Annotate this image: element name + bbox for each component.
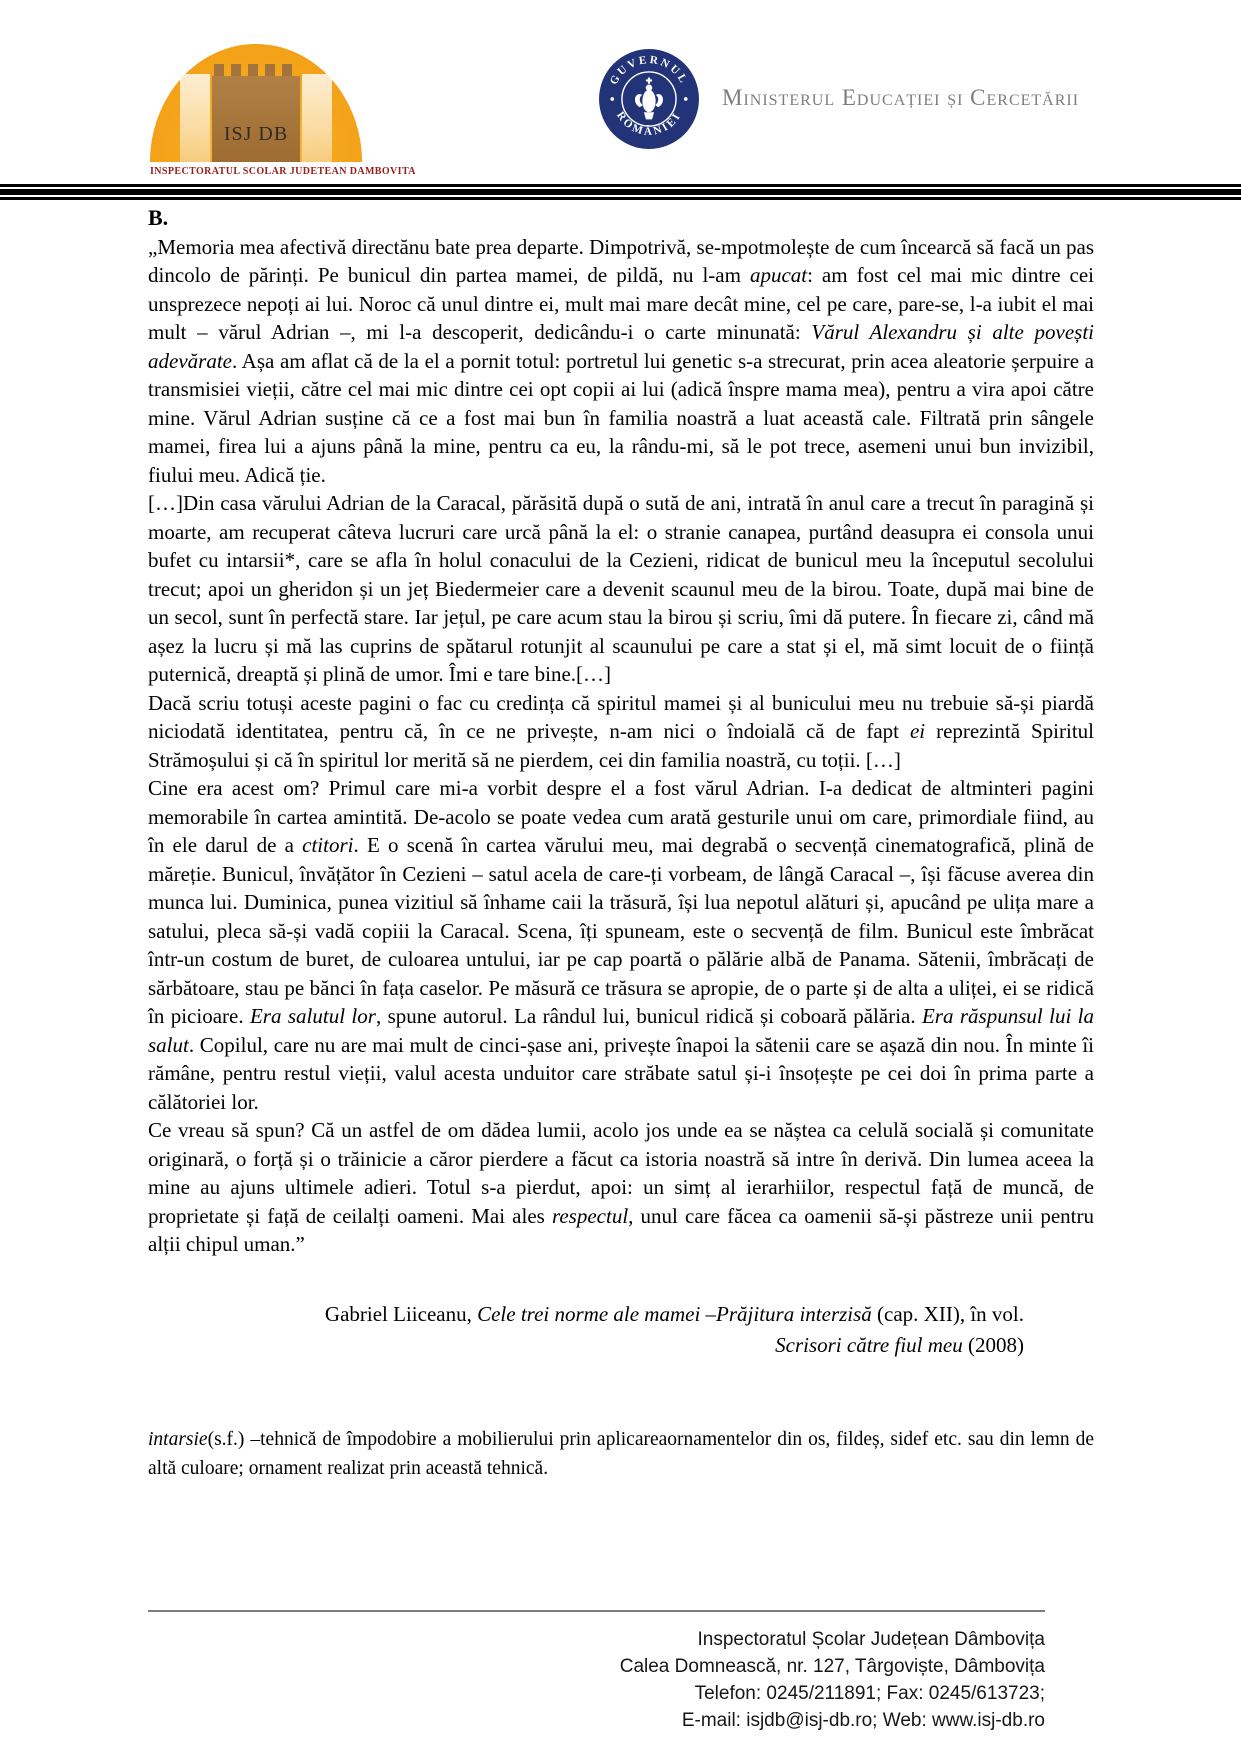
footnote: intarsie(s.f.) –tehnică de împodobire a mobilierului prin aplicareaornamentelor din os, fildeș, sidef etc. sau din lemn de altă culoare; ornament realizat prin această tehnică. [148,1428,1094,1479]
body-paragraph: Cine era acest om? Primul care mi-a vorbit despre el a fost vărul Adrian. I-a dedicat de altminteri pagini memorabile în cartea amintită. De-acolo se poate vedea cum arată gesturile unui om care, primordiale fiind, au în ele darul de a ctitori. E o scenă în cartea vărului meu, mai degrabă o secvență cinematografică, plină de măreție. Bunicul, învățător în Cezieni – satul acela de care-ți vorbeam, de lângă Caracal –, își făcuse averea din munca lui. Duminica, punea vizitiul să înhame caii la trăsură, își lua nepotul alături și, apucând pe ulița mare a satului, pleca să-și vadă copiii la Caracal. Scena, îți spuneam, este o secvență de film. Bunicul este îmbrăcat într-un costum de buret, de culoarea untului, iar pe cap poartă o pălărie albă de Panama. Sătenii, îmbrăcați de sărbătoare, stau pe bănci în fața caselor. Pe măsură ce trăsura se apropie, de o parte și de alta a uliței, ei se ridică în picioare. Era salutul lor, spune autorul. La rândul lui, bunicul ridică și coboară pălăria. Era răspunsul lui la salut. Copilul, care nu are mai mult de cinci-șase ani, privește înapoi la sătenii care se așază din nou. În minte îi rămâne, pentru restul vieții, valul acesta unduitor care străbate satul și-i însoțește pe cei doi în prima parte a călătoriei lor. [148,776,1095,1114]
footer-line: Telefon: 0245/211891; Fax: 0245/613723; [694,1683,1045,1704]
isj-caption: INSPECTORATUL SCOLAR JUDETEAN DAMBOVITA [150,166,416,177]
isj-pillar-right [302,74,332,162]
body-paragraph: „Memoria mea afectivă directănu bate prea departe. Dimpotrivă, se-mpotmolește de cum încearcă să facă un pas dincolo de părinți. Pe bunicul din partea mamei, de pildă, nu l-am apucat: am fost cel mai mic dintre cei unsprezece nepoți ai lui. Noroc că unul dintre ei, mult mai mare decât mine, cel pe care, pare-se, l-a iubit el mai mult – vărul Adrian –, mi l-a descoperit, dedicându-i o carte minunată: Vărul Alexandru și alte povești adevărate. Așa am aflat că de la el a pornit totul: portretul lui genetic s-a strecurat, prin acea aleatorie șerpuire a transmisiei vieții, către cel mai mic dintre cei opt copii ai lui (adică înspre mama mea), pentru a vira apoi către mine. Vărul Adrian susține că ce a fost mai bun în familia noastră a luat această cale. Filtrată prin sângele mamei, firea lui a ajuns până la mine, pentru ca eu, la rându-mi, să le pot trece, asemeni unui bun invizibil, fiului meu. Adică ție. [148,234,1094,487]
footer-line: E-mail: isjdb@isj-db.ro; Web: www.isj-db.ro [681,1710,1045,1731]
body-paragraph: Ce vreau să spun? Că un astfel de om dădea lumii, acolo jos unde ea se năștea ca celulă socială și comunitate originară, o forță și o trăinicie a căror pierdere a făcut ca istoria noastră să intre în derivă. Din lumea aceea la mine au ajuns ultimele adieri. Totul s-a pierdut, apoi: un simț al ierarhiilor, respectul față de muncă, de proprietate și față de ceilalți oameni. Mai ales respectul, unul care făcea ca oamenii să-și păstreze unii pentru alții chipul uman.” [148,1118,1095,1256]
document-body [148,204,1094,1483]
isj-tower-icon [212,76,300,162]
footer-line: Calea Domnească, nr. 127, Târgoviște, Dâmbovița [619,1656,1045,1677]
footer-rule [148,1610,1045,1612]
ministry-title: Ministerul Educației și Cercetării [722,85,1080,110]
footer-line: Inspectoratul Școlar Județean Dâmbovița [697,1629,1045,1650]
footer-address [148,1626,1045,1734]
isj-db-logo [150,44,416,177]
attribution-line-2: Scrisori către fiul meu (2008) [775,1332,1024,1357]
seal-top-text: GUVERNUL [607,54,691,87]
header-separator [0,184,1241,200]
body-paragraph: Dacă scriu totuși aceste pagini o fac cu credința că spiritul mamei și al bunicului meu nu trebuie să-și piardă niciodată identitatea, pentru că, în ce ne privește, n-am nici o îndoială că de fapt ei reprezintă Spiritul Strămoșului și că în spiritul lor merită să ne pierdem, cei din familia noastră, cu toții. […] [148,690,1094,772]
isj-acronym: ISJ DB [223,123,289,145]
guvernul-romaniei-seal-icon [598,48,700,150]
quote-text [148,233,1094,1259]
section-label: B. [148,205,169,230]
isj-dome-icon [150,44,362,162]
seal-bottom-text: ROMÂNIEI [613,109,684,138]
attribution-line-1: Gabriel Liiceanu, Cele trei norme ale mamei –Prăjitura interzisă (cap. XII), în vol. [324,1301,1024,1326]
attribution [148,1299,1094,1361]
body-paragraph: […]Din casa vărului Adrian de la Caracal, părăsită după o sută de ani, intrată în anul care a trecut în paragină și moarte, am recuperat câteva lucruri care urcă până la el: o stranie canapea, purtând deasupra ei consola unui bufet cu intarsii*, care se afla în holul conacului de la Cezieni, ridicat de bunicul meu la începutul secolului trecut; apoi un gheridon și un jeț Biedermeier care a devenit scaunul meu de la birou. Toate, după mai bine de un secol, sunt în perfectă stare. Iar jețul, pe care acum stau la birou și scriu, îmi dă putere. În fiecare zi, când mă așez la lucru și mă las cuprins de spătarul rotunjit al scaunului pe care a stat și el, mă simt locuit de o ființă puternică, dreaptă și plină de umor. Îmi e tare bine.[…] [148,491,1094,686]
isj-pillar-left [180,74,210,162]
